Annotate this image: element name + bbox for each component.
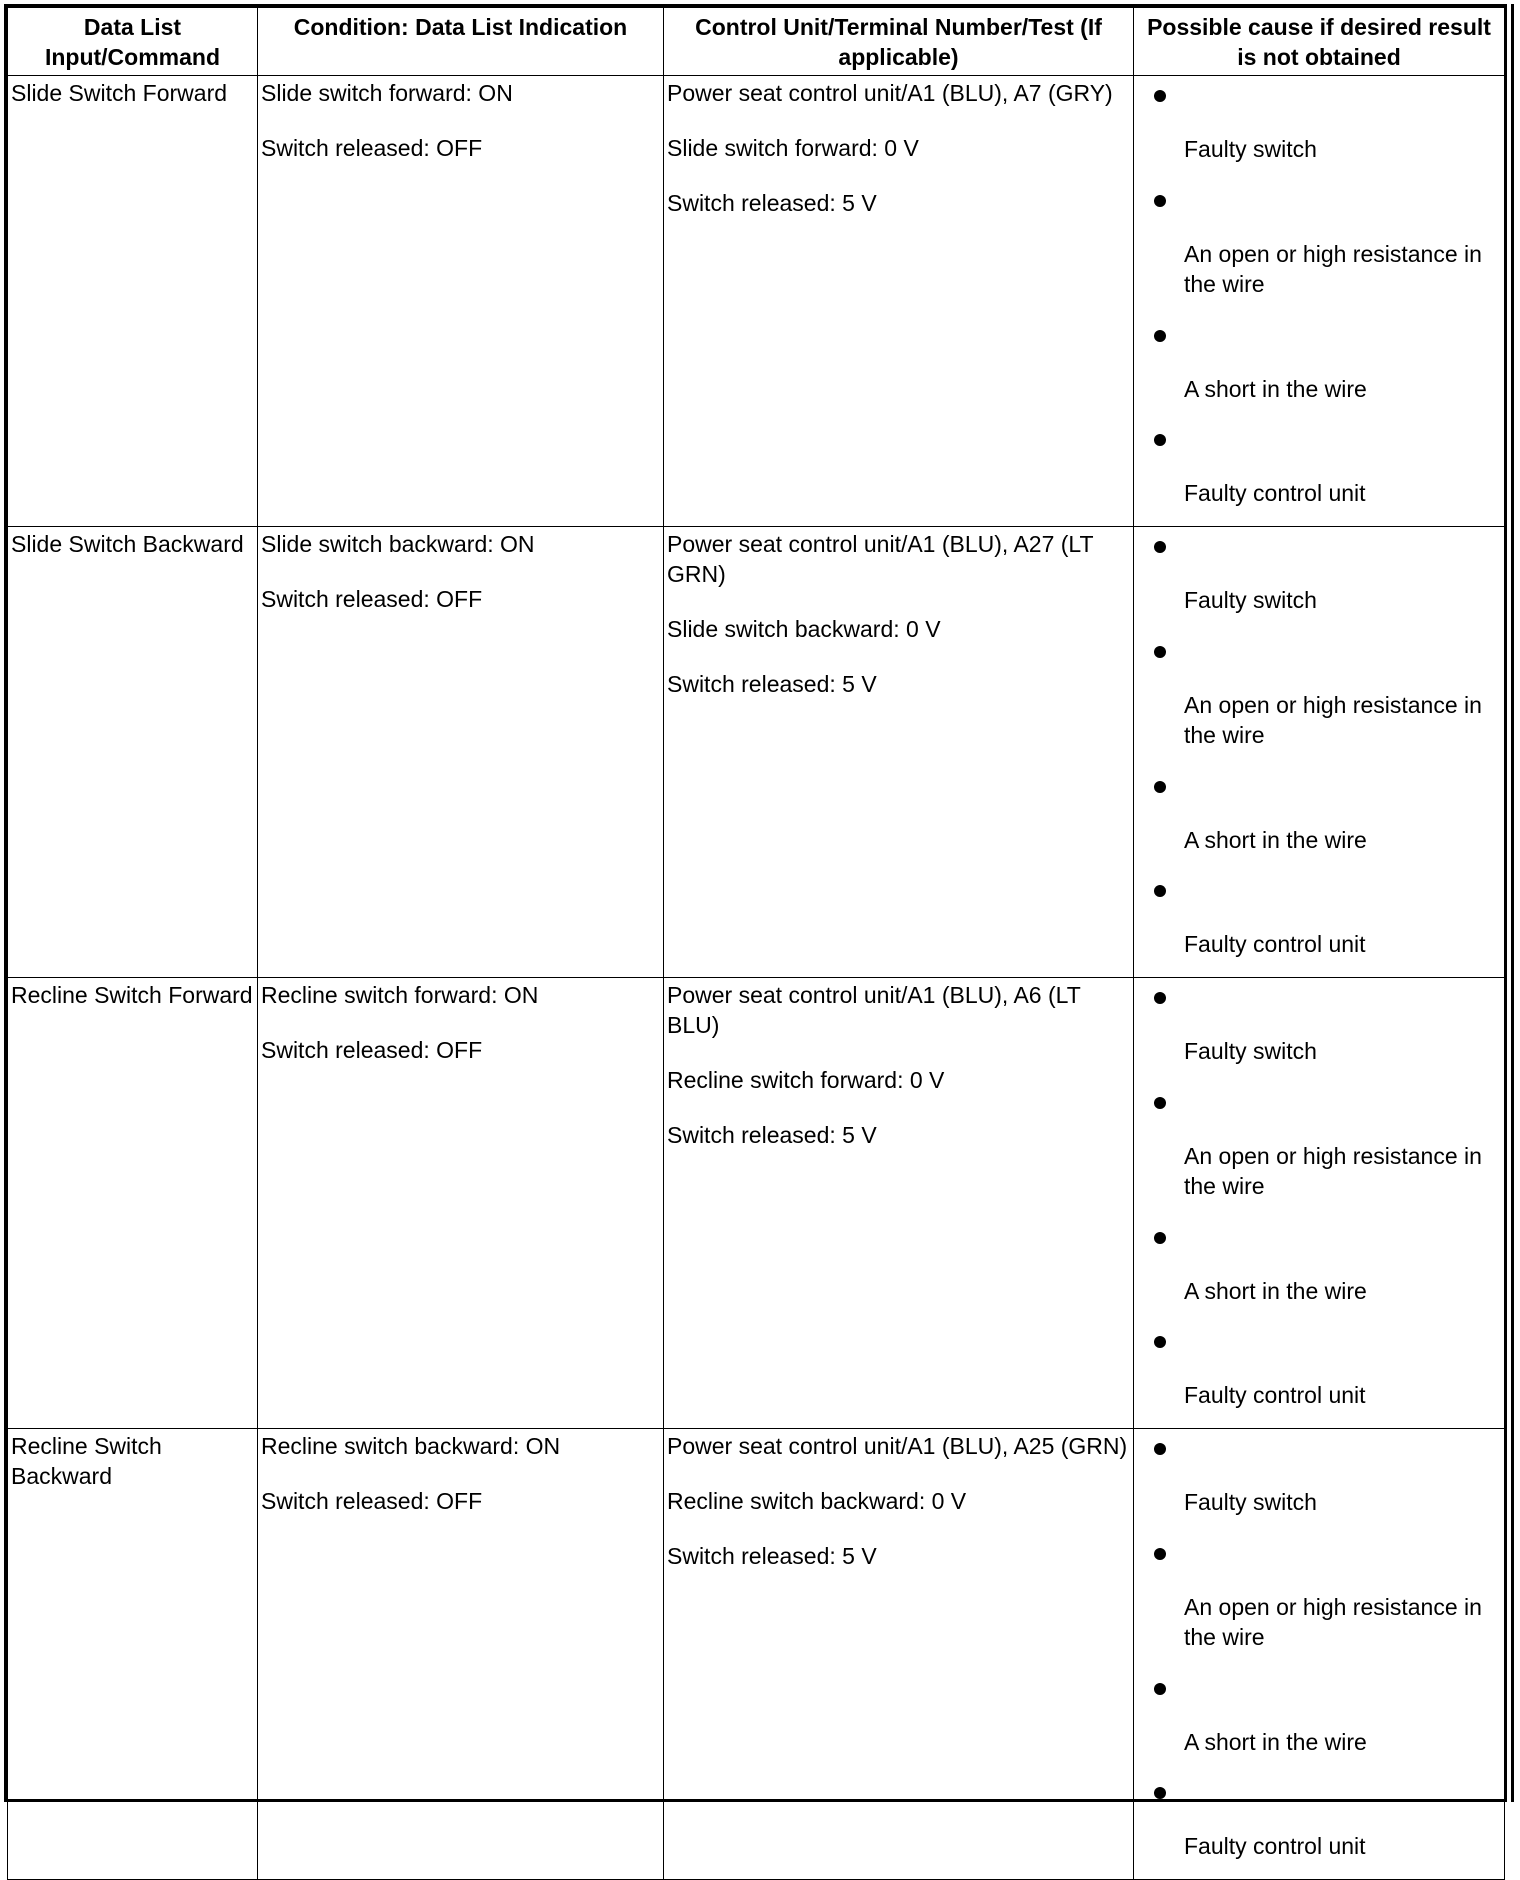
frame-edge bbox=[1511, 4, 1514, 1802]
input-cell bbox=[8, 1429, 258, 1880]
condition-line: Switch released: OFF bbox=[261, 1488, 483, 1514]
bullet-icon bbox=[1154, 885, 1166, 897]
cause-item bbox=[1150, 318, 1494, 423]
cause-text: A short in the wire bbox=[1184, 1277, 1367, 1304]
condition-line: Slide switch forward: ON bbox=[261, 80, 513, 106]
bullet-icon bbox=[1154, 1787, 1166, 1799]
cause-item bbox=[1150, 183, 1494, 318]
cause-cell bbox=[1134, 1429, 1505, 1880]
condition-line: Switch released: OFF bbox=[261, 135, 483, 161]
condition-cell bbox=[258, 76, 664, 527]
test-line: Slide switch forward: 0 V bbox=[667, 135, 919, 161]
table-frame bbox=[4, 4, 1507, 1859]
cause-text: Faulty control unit bbox=[1184, 931, 1366, 957]
test-line: Power seat control unit/A1 (BLU), A27 (LT GRN) bbox=[667, 531, 1094, 587]
condition-cell bbox=[258, 527, 664, 978]
cause-item bbox=[1150, 1671, 1494, 1776]
bullet-icon bbox=[1154, 1548, 1166, 1560]
cause-text: A short in the wire bbox=[1184, 375, 1367, 402]
header-condition: Condition: Data List Indication bbox=[258, 8, 664, 76]
table-row bbox=[8, 527, 1505, 978]
cause-item bbox=[1150, 1775, 1494, 1879]
bullet-icon bbox=[1154, 1336, 1166, 1348]
table-row bbox=[8, 76, 1505, 527]
bullet-icon bbox=[1154, 541, 1166, 553]
cause-cell bbox=[1134, 527, 1505, 978]
data-list-table bbox=[7, 7, 1505, 1880]
test-line: Power seat control unit/A1 (BLU), A25 (GRN) bbox=[667, 1433, 1128, 1459]
bullet-icon bbox=[1154, 1097, 1166, 1109]
test-line: Power seat control unit/A1 (BLU), A7 (GRY) bbox=[667, 80, 1113, 106]
test-cell bbox=[664, 76, 1134, 527]
bullet-icon bbox=[1154, 992, 1166, 1004]
test-line: Slide switch backward: 0 V bbox=[667, 616, 941, 642]
input-cell bbox=[8, 76, 258, 527]
cause-item bbox=[1150, 1324, 1494, 1428]
test-line: Switch released: 5 V bbox=[667, 671, 877, 697]
cause-item bbox=[1150, 980, 1494, 1085]
input-cell bbox=[8, 527, 258, 978]
cause-text: Faulty switch bbox=[1184, 587, 1317, 613]
cause-text: A short in the wire bbox=[1184, 826, 1367, 853]
cause-text: Faulty switch bbox=[1184, 1489, 1317, 1515]
input-cell bbox=[8, 978, 258, 1429]
cause-cell bbox=[1134, 978, 1505, 1429]
bullet-icon bbox=[1154, 1232, 1166, 1244]
cause-text: Faulty switch bbox=[1184, 1038, 1317, 1064]
bullet-icon bbox=[1154, 330, 1166, 342]
condition-line: Recline switch backward: ON bbox=[261, 1433, 561, 1459]
condition-cell bbox=[258, 978, 664, 1429]
test-line: Switch released: 5 V bbox=[667, 1543, 877, 1569]
cause-text: Faulty control unit bbox=[1184, 480, 1366, 506]
cause-item bbox=[1150, 1220, 1494, 1325]
test-line: Recline switch forward: 0 V bbox=[667, 1067, 945, 1093]
bullet-icon bbox=[1154, 195, 1166, 207]
condition-line: Slide switch backward: ON bbox=[261, 531, 535, 557]
input-label: Slide Switch Forward bbox=[11, 80, 228, 106]
cause-cell bbox=[1134, 76, 1505, 527]
input-label: Slide Switch Backward bbox=[11, 531, 244, 557]
table-row bbox=[8, 1429, 1505, 1880]
table-row bbox=[8, 978, 1505, 1429]
cause-item bbox=[1150, 422, 1494, 526]
test-line: Recline switch backward: 0 V bbox=[667, 1488, 967, 1514]
condition-line: Switch released: OFF bbox=[261, 1037, 483, 1063]
cause-item bbox=[1150, 1085, 1494, 1220]
cause-text: Faulty control unit bbox=[1184, 1833, 1366, 1859]
header-row bbox=[8, 8, 1505, 76]
test-line: Power seat control unit/A1 (BLU), A6 (LT BLU) bbox=[667, 982, 1081, 1038]
cause-item bbox=[1150, 1536, 1494, 1671]
input-label: Recline Switch Forward bbox=[11, 982, 253, 1008]
cause-text: An open or high resistance in the wire bbox=[1184, 1142, 1482, 1199]
bullet-icon bbox=[1154, 781, 1166, 793]
condition-line: Switch released: OFF bbox=[261, 586, 483, 612]
bullet-icon bbox=[1154, 90, 1166, 102]
bullet-icon bbox=[1154, 1683, 1166, 1695]
cause-text: An open or high resistance in the wire bbox=[1184, 1593, 1482, 1650]
cause-item bbox=[1150, 78, 1494, 183]
header-test: Control Unit/Terminal Number/Test (If applicable) bbox=[664, 8, 1134, 76]
cause-text: An open or high resistance in the wire bbox=[1184, 240, 1482, 297]
input-label: Recline Switch Backward bbox=[11, 1433, 162, 1489]
bullet-icon bbox=[1154, 434, 1166, 446]
cause-item bbox=[1150, 873, 1494, 977]
cause-text: A short in the wire bbox=[1184, 1728, 1367, 1755]
condition-cell bbox=[258, 1429, 664, 1880]
cause-text: An open or high resistance in the wire bbox=[1184, 691, 1482, 748]
bullet-icon bbox=[1154, 1443, 1166, 1455]
header-cause: Possible cause if desired result is not obtained bbox=[1134, 8, 1505, 76]
cause-item bbox=[1150, 634, 1494, 769]
test-cell bbox=[664, 527, 1134, 978]
cause-text: Faulty control unit bbox=[1184, 1382, 1366, 1408]
cause-item bbox=[1150, 1431, 1494, 1536]
cause-item bbox=[1150, 769, 1494, 874]
test-line: Switch released: 5 V bbox=[667, 1122, 877, 1148]
cause-text: Faulty switch bbox=[1184, 136, 1317, 162]
header-input: Data List Input/Command bbox=[8, 8, 258, 76]
bullet-icon bbox=[1154, 646, 1166, 658]
test-cell bbox=[664, 1429, 1134, 1880]
cause-item bbox=[1150, 529, 1494, 634]
condition-line: Recline switch forward: ON bbox=[261, 982, 539, 1008]
test-cell bbox=[664, 978, 1134, 1429]
test-line: Switch released: 5 V bbox=[667, 190, 877, 216]
